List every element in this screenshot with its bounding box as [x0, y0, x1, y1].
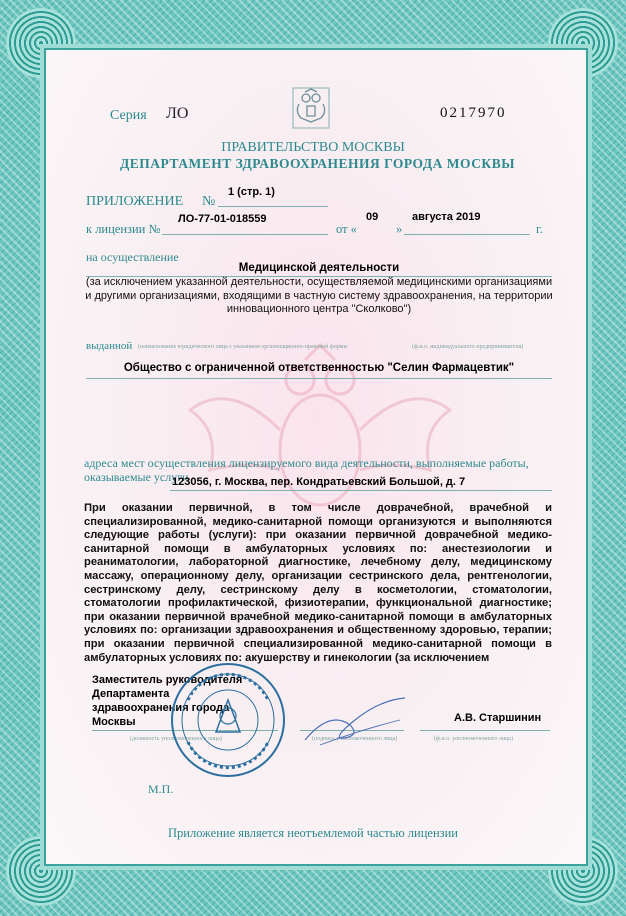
appendix-value: 1 (стр. 1)	[228, 186, 275, 198]
hint-position: (должность уполномоченного лица)	[130, 736, 222, 742]
date-from-label: от «	[336, 222, 357, 236]
activity-note: (за исключением указанной деятельности, осуществляемой медицинскими организациями и другими организациями, входящими в частную систему здравоохранения, на территории инновационного центра "Сколково")	[85, 276, 553, 315]
address-value: 123056, г. Москва, пер. Кондратьевский Большой, д. 7	[172, 476, 466, 488]
license-month-year: августа 2019	[412, 211, 481, 223]
addresses-label-line2: оказываемые услуги	[84, 470, 189, 484]
official-stamp-icon	[168, 660, 288, 780]
appendix-underline	[218, 206, 328, 207]
issued-hint-left: (наименование юридического лица с указанием организационно-правовой формы	[138, 344, 348, 350]
series-value: ЛО	[166, 105, 189, 122]
organization-underline	[86, 378, 552, 379]
appendix-label: ПРИЛОЖЕНИЕ	[86, 194, 184, 209]
address-underline	[170, 490, 552, 491]
services-text: При оказании первичной, в том числе доврачебной, врачебной и специализированной, медико-санитарной помощи организуются и выполняются следующие работы (услуги): при оказании первичной доврачебной медико-санитарной помощи в амбулаторных условиях по: анестезиологии и реаниматологии, лабораторной диагностике, лечебному делу, медицинскому массажу, операционному делу, организации сестринского дела, рентгенологии, сестринскому делу, сестринскому делу в косметологии, стоматологии, стоматологии профилактической, физиотерапии, функциональной диагностике; при оказании первичной врачебной медико-санитарной помощи в амбулаторных условиях по: организации здравоохранения и общественному здоровью, терапии; при оказании первичной специализированной медико-санитарной помощи в амбулаторных условиях по: акушерству и гинекологии (за исключением	[84, 502, 552, 664]
government-title: ПРАВИТЕЛЬСТВО МОСКВЫ	[221, 140, 405, 155]
issued-hint-right: (ф.и.о. индивидуального предпринимателя)	[412, 344, 524, 350]
date-day-close: »	[396, 222, 403, 236]
footer-note: Приложение является неотъемлемой частью лицензии	[168, 826, 458, 840]
signer-position-line2: Департамента	[92, 688, 170, 700]
license-label: к лицензии №	[86, 222, 161, 236]
activity-label: на осуществление	[86, 250, 179, 264]
signer-position-line4: Москвы	[92, 716, 136, 728]
issued-label: выданной	[86, 340, 133, 352]
signer-name: А.В. Старшинин	[454, 712, 542, 724]
license-number: ЛО-77-01-018559	[178, 213, 267, 225]
hint-name: (ф.и.о. уполномоченного лица)	[434, 736, 513, 742]
form-number: 0217970	[440, 105, 507, 121]
handwritten-signature	[300, 690, 410, 750]
year-suffix: г.	[536, 222, 543, 236]
seal-place-label: М.П.	[148, 782, 174, 796]
license-day: 09	[366, 211, 379, 223]
signer-position-line1: Заместитель руководителя	[92, 674, 243, 686]
hint-signature: (подпись уполномоченного лица)	[312, 736, 398, 742]
addresses-label-line1: адреса мест осуществления лицензируемого вида деятельности, выполняемые работы,	[84, 456, 529, 470]
name-underline	[420, 730, 550, 731]
license-underline	[162, 234, 328, 235]
activity-title: Медицинской деятельности	[238, 262, 400, 274]
department-title: ДЕПАРТАМЕНТ ЗДРАВООХРАНЕНИЯ ГОРОДА МОСКВЫ	[120, 156, 515, 171]
coat-of-arms-icon	[291, 86, 331, 130]
series-label: Серия	[110, 108, 147, 123]
appendix-no-sign: №	[202, 194, 216, 209]
organization-name: Общество с ограниченной ответственностью "Селин Фармацевтик"	[123, 362, 515, 374]
date-underline	[404, 234, 530, 235]
signer-position-line3: здравоохранения города	[92, 702, 230, 714]
